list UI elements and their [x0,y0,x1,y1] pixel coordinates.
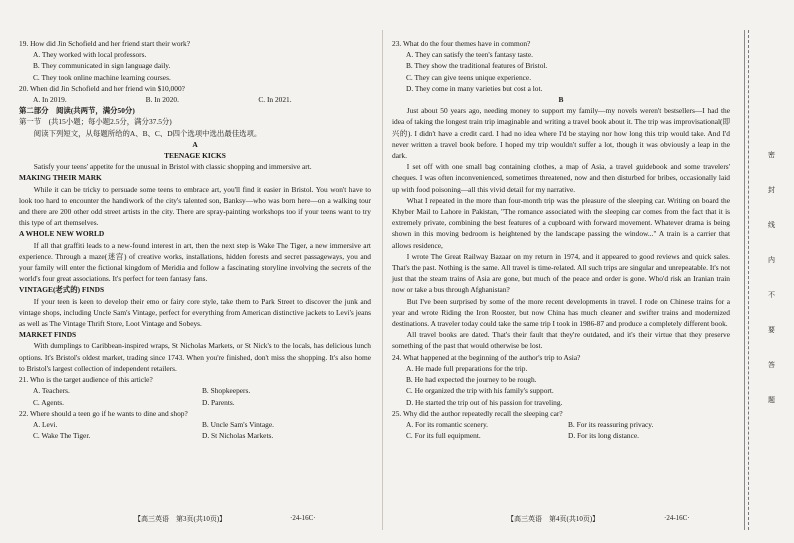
page-footer: 【高三英语 第4页(共10页)】 [507,515,600,523]
option: D. Parents. [202,397,235,407]
options-row [19,385,371,396]
paragraph: All travel books are dated. That's their fault that they're outdated, and it's their virtue that they preserve something of the past that would otherwise be lost. [392,330,730,351]
option: C. He organized the trip with his family's support. [406,386,554,396]
options-row [19,419,371,430]
options-row [19,397,371,408]
option: A. He made full preparations for the trip. [406,363,528,373]
option: D. He started the trip out of his passion for traveling. [406,397,563,407]
option: B. For its reassuring privacy. [568,419,654,429]
option: C. They can give teens unique experience. [406,72,532,82]
paragraph: While it can be tricky to persuade some teens to embrace art, you'll find it easier in Bristol. You won't have to look too hard to encounter the handiwork of the city's talented son, Banksy—who was born here—on a walking tour and there are 200 other odd street artists in the city. There are spray-painting workshops too if your teens want to try this type of art themselves. [19,184,371,228]
option: B. They show the traditional features of Bristol. [406,61,548,71]
options-row [19,430,371,441]
paragraph: What I repeated in the more than four-month trip was the pleasure of the sleeping car. Writing on board the Khyber Mail to Lahore in Pakistan, "The romance associated with the sleeping car comes from the fact that it is extremely private, combining the best features of a cupboard with forward movement. Whatever drama is being shown in this moving bedroom is heightened by the landscape passing the window..." A train is a carrier that allows residence, [392,195,730,250]
paragraph: Just about 50 years ago, needing money to support my family—my novels weren't bestsellers—I had the idea of taking the longest train trip imaginable and writing a travel book about it. The trip was improvisational(即兴的). I didn't have a credit card. I had no idea where I'd be staying nor how long this trip would take. And I'd never written a travel book before. I hoped my trip wouldn't suffer a lot, though it was obviously a leap in the dark. [392,106,730,161]
option: C. For its full equipment. [406,431,481,441]
option: B. Shopkeepers. [202,386,251,396]
page-divider [382,30,383,530]
option: D. St Nicholas Markets. [202,431,274,441]
margin-char: 内 [768,256,775,264]
passage-label: A [192,139,198,149]
margin-char: 题 [768,396,775,404]
section-heading: 第一节 (共15小题；每小题2.5分，满分37.5分) [19,117,172,127]
option: C. In 2021. [258,95,292,105]
page-footer: 【高三英语 第3页(共10页)】 [134,515,227,523]
section-heading: MARKET FINDS [19,330,77,340]
section-heading: MAKING THEIR MARK [19,173,102,183]
part-heading: 第二部分 阅读(共两节，满分50分) [19,106,135,116]
left-page [19,38,371,441]
option: A. Teachers. [33,386,70,396]
question-22: 22. Where should a teen go if he wants to dine and shop? [19,408,188,418]
question-23: 23. What do the four themes have in common? [392,39,531,48]
instruction: 阅读下列短文，从每题所给的A、B、C、D四个选项中选出最佳选项。 [33,128,262,138]
seal-line-dashed [748,30,749,530]
right-page [392,38,730,441]
article-title: TEENAGE KICKS [164,151,226,161]
margin-char: 密 [768,151,775,159]
paragraph: I set off with one small bag containing clothes, a map of Asia, a travel guidebook and some travelers' cheques. I was often inconvenienced, sometimes threatened, now and then disturbed for bribes, occasionally laid up with food poisoning—all this vivid detail for my narrative. [392,162,730,194]
article-subtitle: Satisfy your teens' appetite for the unusual in Bristol with classic shopping and immersive art. [33,162,312,172]
section-heading: A WHOLE NEW WORLD [19,229,105,239]
option: C. They took online machine learning courses. [33,72,171,82]
passage-label: B [558,95,564,105]
options-row [392,419,730,430]
paragraph: With dumplings to Caribbean-inspired wraps, St Nicholas Markets, or St Nick's to the locals, has delicious lunch options. It's Bristol's oldest market, trading since 1743. When you're finished, don't miss the shopping. It's also home to Bristol's largest collection of independent retailers. [19,341,371,373]
margin-char: 封 [768,186,775,194]
option: B. He had expected the journey to be rough. [406,375,537,385]
seal-line [744,30,745,530]
question-25: 25. Why did the author repeatedly recall the sleeping car? [392,408,563,418]
question-21: 21. Who is the target audience of this article? [19,375,153,385]
question-20: 20. When did Jin Schofield and her friend win $10,000? [19,83,185,93]
margin-char: 不 [768,291,775,299]
question-19: 19. How did Jin Schofield and her friend start their work? [19,39,190,48]
option: C. Wake The Tiger. [33,431,91,441]
option: D. They come in many varieties but cost a lot. [406,83,543,93]
option: A. They worked with local professors. [33,50,147,60]
margin-char: 线 [768,221,775,229]
option: C. Agents. [33,397,65,407]
option: B. They communicated in sign language daily. [33,61,171,71]
option: A. They can satisfy the teen's fantasy taste. [406,50,534,60]
option: D. For its long distance. [568,431,640,441]
options-row [392,430,730,441]
section-heading: VINTAGE(老式的) FINDS [19,285,105,295]
margin-char: 答 [768,361,775,369]
option: B. In 2020. [145,95,179,105]
page-code: ·24-16C· [290,514,316,522]
page-code: ·24-16C· [664,514,690,522]
paragraph: I wrote The Great Railway Bazaar on my return in 1974, and it appeared to good reviews and quick sales. That's the past. Nothing is the same. All travel is time-related. All such trips are singular and unrepeatable. It's not just that the steam trains of Asia are gone, but much of the peace and order is gone. Who'd risk an Iranian train now or take a bus through Afghanistan? [392,251,730,295]
paragraph: If all that graffiti leads to a new-found interest in art, then the next step is Wake The Tiger, a new immersive art experience. Through a maze(迷宫) of creative works, installations, hidden forests and secret passageways, you and your family will enter the fictional kingdom of Meridia and follow a fascinating storyline involving the secrets of the world's four great associations. It's perfect for teen fantasy fans. [19,240,371,284]
paragraph: If your teen is keen to develop their emo or fairy core style, take them to Park Street to discover the junk and vintage shops, including Uncle Sam's Vintage, perfect for everything from American distinctive jackets to Levi's jeans as well as The Vintage Thrift Store, Loot Vintage and Sobeys. [19,296,371,329]
option: B. Uncle Sam's Vintage. [202,419,274,429]
option: A. For its romantic scenery. [406,419,489,429]
question-24: 24. What happened at the beginning of the author's trip to Asia? [392,352,581,362]
paragraph: But I've been surprised by some of the more recent developments in travel. I rode on Chinese trains for a year and wrote Riding the Iron Rooster, but now China has much cleaner and swifter trains and modernized destinations. A traveler today could take the same trip I took in 1986-87 and produce a completely different book. [392,296,730,329]
margin-char: 要 [768,326,775,334]
option: A. In 2019. [33,95,67,105]
options-row [19,94,371,105]
option: A. Levi. [33,419,58,429]
